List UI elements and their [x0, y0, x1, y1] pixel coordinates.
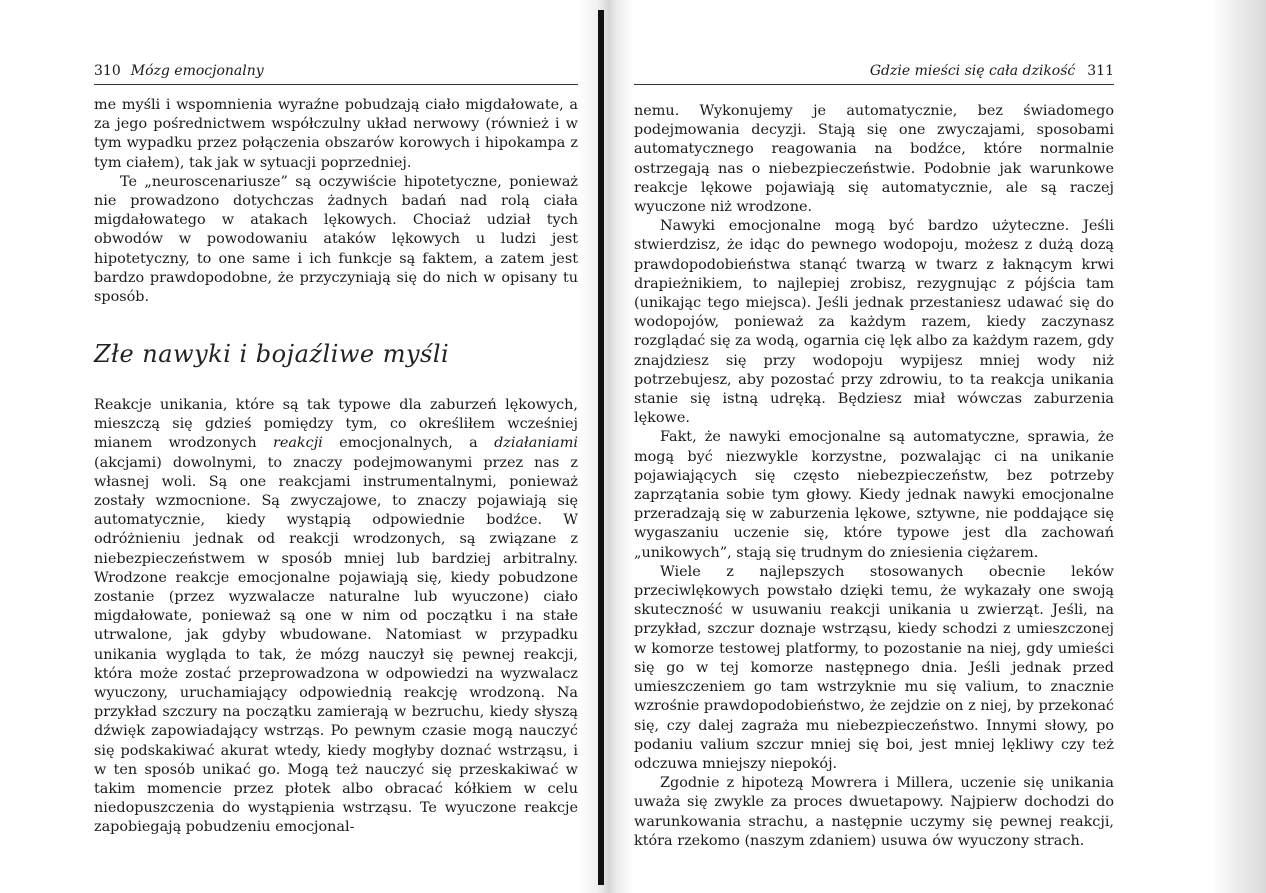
paragraph: nemu. Wykonujemy je automatycznie, bez świadomego podejmowania decyzji. Stają się one zwyczajami, sposobami automatycznego reagowania na bodźce, które normalnie ostrzegają nas o niebezpieczeństwie. Podobnie jak warunkowe reakcje lękowe pojawiają się automatycznie, ale są raczej wyuczone niż wrodzone.	[634, 103, 1114, 216]
paragraph: Wiele z najlepszych stosowanych obecnie leków przeciwlękowych powstało dzięki temu, że wykazały one swoją skuteczność w usuwaniu reakcji unikania u zwierząt. Jeśli, na przykład, szczur doznaje wstrząsu, kiedy schodzi z umieszczonej w komorze testowej platformy, to pozostanie na niej, gdy umieści się go w tej komorze następnego dnia. Jeśli jednak przed umieszczeniem go tam wstrzyknie mu się valium, to znacznie wzrośnie prawdopodobieństwo, że zejdzie on z niej, by przekonać się, czy dalej zagraża mu niebezpieczeństwo. Innymi słowy, po podaniu valium szczur mniej się boi, jest mniej lękliwy czy też odczuwa mniejszy niepokój.	[634, 563, 1114, 772]
paragraph-text: emocjonalnych, a	[322, 435, 495, 452]
left-header-rule	[94, 84, 578, 85]
paragraph: Fakt, że nawyki emocjonalne są automatyczne, sprawia, że mogą być niezwykle korzystne, pozwalając ci na unikanie pojawiających się często niebezpieczeństw, bez potrzeby zaprzątania sobie tym głowy. Kiedy jednak nawyki emocjonalne przeradzają się w zaburzenia lękowe, sztywne, nie poddające się wygaszaniu uczenie się, które typowe jest dla zachowań „unikowych”, stają się trudnym do zniesienia ciężarem.	[634, 429, 1114, 561]
paragraph: Nawyki emocjonalne mogą być bardzo użyteczne. Jeśli stwierdzisz, że idąc do pewnego wodopoju, możesz z dużą dozą prawdopodobieństwa stanąć twarzą w twarz z łaknącym krwi drapieżnikiem, to najlepiej zrobisz, rezygnując z pójścia tam (unikając tego miejsca). Jeśli jednak przestaniesz udawać się do wodopojów, ponieważ za każdym razem, kiedy zaczynasz rozglądać się za wodą, ogarnia cię lęk albo za każdym razem, gdy znajdziesz się przy wodopoju wypijesz mniej wody niż potrzebujesz, aby pozostać przy zdrowiu, to ta reakcja unikania stanie się istną udręką. Będziesz miał wówczas zaburzenia lękowe.	[634, 218, 1114, 427]
right-page-number: 311	[1087, 63, 1114, 79]
left-running-title: Mózg emocjonalny	[130, 63, 264, 79]
paragraph-text: (akcjami) dowolnymi, to znaczy podejmowanymi przez nas z własnej woli. Są one reakcjami instrumentalnymi, ponieważ zostały wzmocnione. Są zwyczajowe, to znaczy pojawiają się automatycznie, kiedy wystąpią odpowiednie bodźce. W odróżnieniu jednak od reakcji wrodzonych, są związane z niebezpieczeństwem w sposób mniej lub bardziej arbitralny. Wrodzone reakcje emocjonalne pojawiają się, kiedy pobudzone zostanie (przez wyzwalacze naturalne lub wyuczone) ciało migdałowate, ponieważ są one w nim od początku i na stałe utrwalone, jak gdyby wbudowane. Natomiast w przypadku unikania wygląda to tak, że mózg nauczył się pewnej reakcji, która może zostać przeprowadzona w odpowiedzi na wyzwalacz wyuczony, uruchamiający odpowiednią reakcję wrodzoną. Na przykład szczury na początku zamierają w bezruchu, kiedy słyszą dźwięk zapowiadający wstrząs. Po pewnym czasie mogą nauczyć się podskakiwać akurat wtedy, kiedy mogłyby doznać wstrząsu, i w ten sposób unikać go. Mogą też nauczyć się przeskakiwać w takim momencie przez płotek albo obracać kółkiem w celu niedopuszczenia do wystąpienia wstrząsu. Te wyuczone reakcje zapobiegają pobudzeniu emocjonal-	[94, 454, 578, 836]
left-section-text	[94, 396, 578, 838]
left-top-text	[94, 96, 578, 307]
left-page-number: 310	[94, 63, 121, 79]
paragraph-text: Reakcje unikania, które są tak typowe dla zaburzeń lękowych, mieszczą się gdzieś pomiędzy tym, co określiłem wcześniej mianem wrodzonych	[94, 397, 578, 452]
emphasis-text: reakcji	[272, 435, 323, 452]
paragraph: Te „neuroscenariusze” są oczywiście hipotetyczne, ponieważ nie prowadzono dotychczas żadnych badań nad rolą ciała migdałowatego w atakach lękowych. Chociaż udział tych obwodów w powodowaniu ataków lękowych u ludzi jest hipotetyczny, to one same i ich funkcje są faktem, a zatem jest bardzo prawdopodobne, że przyczyniają się do nich w opisany tu sposób.	[94, 173, 578, 306]
paragraph: Zgodnie z hipotezą Mowrera i Millera, uczenie się unikania uważa się zwykle za proces dwuetapowy. Najpierw dochodzi do warunkowania strachu, a następnie uczymy się pewnej reakcji, która rzekomo (naszym zdaniem) usuwa ów wyuczony strach.	[634, 775, 1114, 849]
right-running-title: Gdzie mieści się cała dzikość	[869, 63, 1076, 79]
paragraph: me myśli i wspomnienia wyraźne pobudzają ciało migdałowate, a za jego pośrednictwem współczulny układ nerwowy (również i w tym wypadku przez połączenia obszarów korowych i hipokampa z tym ciałem), tak jak w sytuacji poprzedniej.	[94, 97, 578, 171]
section-heading: Złe nawyki i bojaźliwe myśli	[94, 340, 450, 368]
paragraph	[94, 396, 578, 838]
emphasis-text: działaniami	[494, 435, 578, 452]
right-running-head	[870, 62, 1114, 80]
right-page-text	[634, 102, 1114, 851]
left-running-head	[94, 62, 264, 80]
right-header-rule	[634, 84, 1114, 85]
